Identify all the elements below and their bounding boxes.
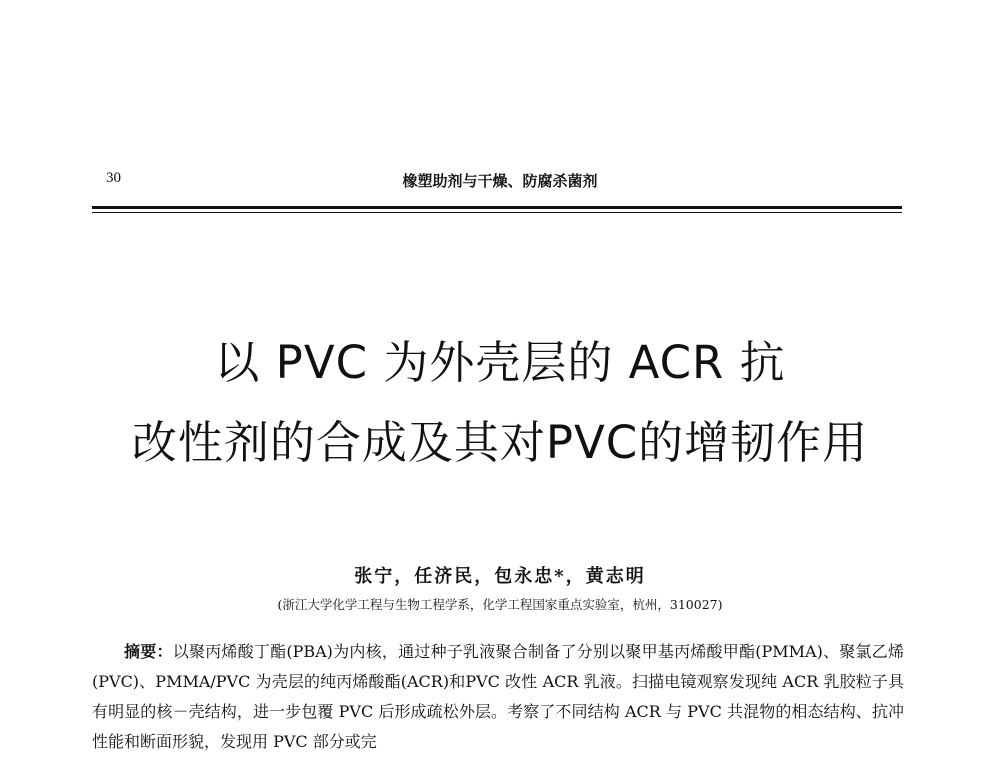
journal-name: 橡塑助剂与干燥、防腐杀菌剂	[402, 172, 598, 190]
authors: 张宁，任济民，包永忠*，黄志明	[354, 566, 646, 587]
abstract-label: 摘要：	[124, 642, 173, 661]
abstract	[92, 637, 904, 757]
abstract-text: 以聚丙烯酸丁酯(PBA)为内核，通过种子乳液聚合制备了分别以聚甲基丙烯酸甲酯(PMMA)、聚氯乙烯(PVC)、PMMA/PVC 为壳层的纯丙烯酸酯(ACR)和PVC 改性 ACR 乳液。扫描电镜观察发现纯 ACR 乳胶粒子具有明显的核－壳结构，进一步包覆 PVC 后形成疏松外层。考察了不同结构 ACR 与 PVC 共混物的相态结构、抗冲性能和断面形貌，发现用 PVC 部分或完	[92, 642, 904, 751]
page-number: 30	[106, 170, 121, 186]
article-title-line-1: 以 PVC 为外壳层的 ACR 抗	[214, 336, 786, 389]
article-title-line-2: 改性剂的合成及其对PVC的增韧作用	[131, 416, 869, 469]
header-rule-thick	[92, 206, 902, 209]
affiliation: (浙江大学化学工程与生物工程学系，化学工程国家重点实验室，杭州，310027)	[277, 597, 723, 612]
header-rule-thin	[92, 212, 902, 213]
